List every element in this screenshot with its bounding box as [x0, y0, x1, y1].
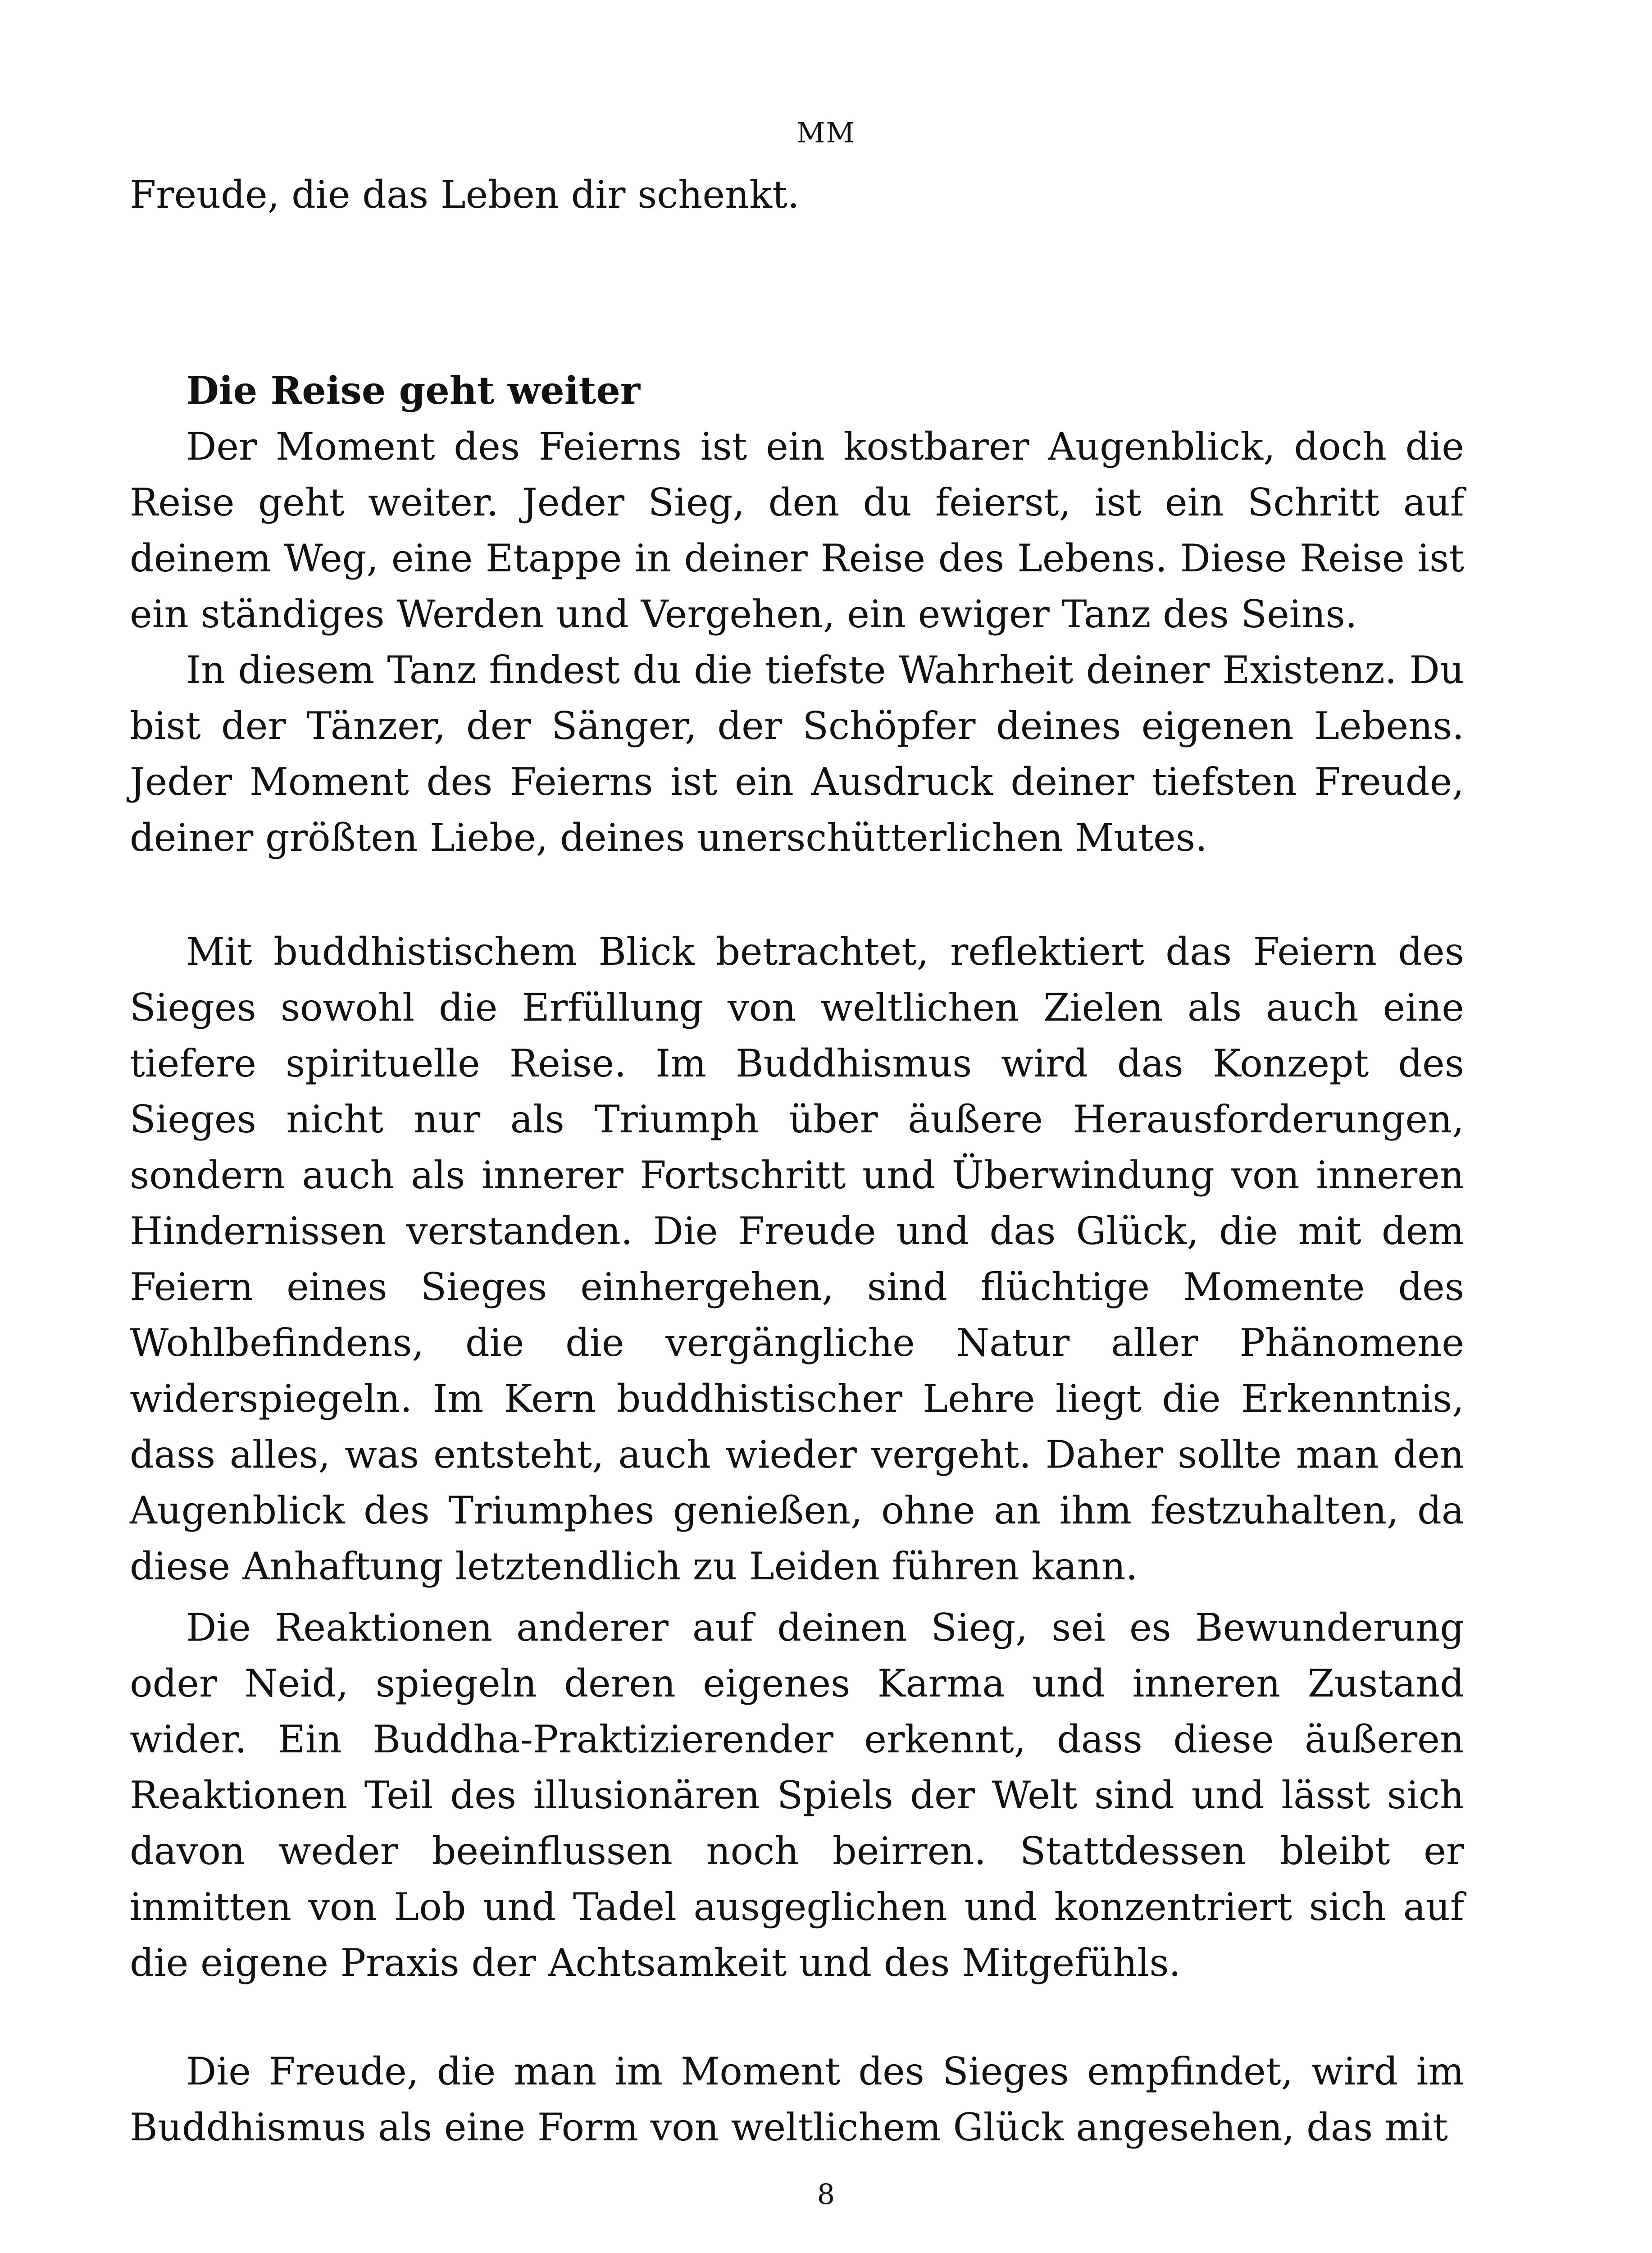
paragraph-block	[130, 2043, 1464, 2155]
paragraph: Der Moment des Feierns ist ein kostbarer Augenblick, doch die Reise geht weiter. Jeder Sieg, den du feierst, ist ein Schritt auf deinem Weg, eine Etappe in deiner Reise des Lebens. Diese Reise ist ein ständiges Werden und Vergehen, ein ewiger Tanz des Seins.	[130, 424, 1464, 636]
section-block	[130, 363, 1464, 866]
paragraph: Mit buddhistischem Blick betrachtet, reflektiert das Feiern des Sieges sowohl die Erfüllung von weltlichen Zielen als auch eine tiefere spirituelle Reise. Im Buddhismus wird das Konzept des Sieges nicht nur als Triumph über äußere Herausforderungen, sondern auch als innerer Fortschritt und Überwindung von inneren Hindernissen verstanden. Die Freude und das Glück, die mit dem Feiern eines Sieges einhergehen, sind flüchtige Momente des Wohlbefindens, die die vergängliche Natur aller Phänomene widerspiegeln. Im Kern buddhistischer Lehre liegt die Erkenntnis, dass alles, was entsteht, auch wieder vergeht. Daher sollte man den Augenblick des Triumphes genießen, ohne an ihm festzuhalten, da diese Anhaftung letztendlich zu Leiden führen kann.	[130, 930, 1464, 1588]
continuation-block	[130, 167, 1464, 223]
paragraph: Die Freude, die man im Moment des Sieges empfindet, wird im Buddhismus als eine Form von weltlichem Glück angesehen, das mit	[130, 2049, 1464, 2149]
continuation-text: Freude, die das Leben dir schenkt.	[130, 173, 800, 217]
paragraph: Die Reaktionen anderer auf deinen Sieg, sei es Bewunderung oder Neid, spiegeln deren eigenes Karma und inneren Zustand wider. Ein Buddha-Praktizierender erkennt, dass diese äußeren Reaktionen Teil des illusionären Spiels der Welt sind und lässt sich davon weder beeinflussen noch beirren. Stattdessen bleibt er inmitten von Lob und Tadel ausgeglichen und konzentriert sich auf die eigene Praxis der Achtsamkeit und des Mitgefühls.	[130, 1605, 1464, 1985]
running-header: MM	[796, 116, 856, 149]
paragraph-block	[130, 924, 1464, 1594]
section-heading: Die Reise geht weiter	[186, 368, 641, 413]
paragraph: In diesem Tanz findest du die tiefste Wahrheit deiner Existenz. Du bist der Tänzer, der Sänger, der Schöpfer deines eigenen Lebens. Jeder Moment des Feierns ist ein Ausdruck deiner tiefsten Freude, deiner größten Liebe, deines unerschütterlichen Mutes.	[130, 648, 1464, 860]
page-number: 8	[817, 2178, 835, 2211]
paragraph-block	[130, 1600, 1464, 1991]
